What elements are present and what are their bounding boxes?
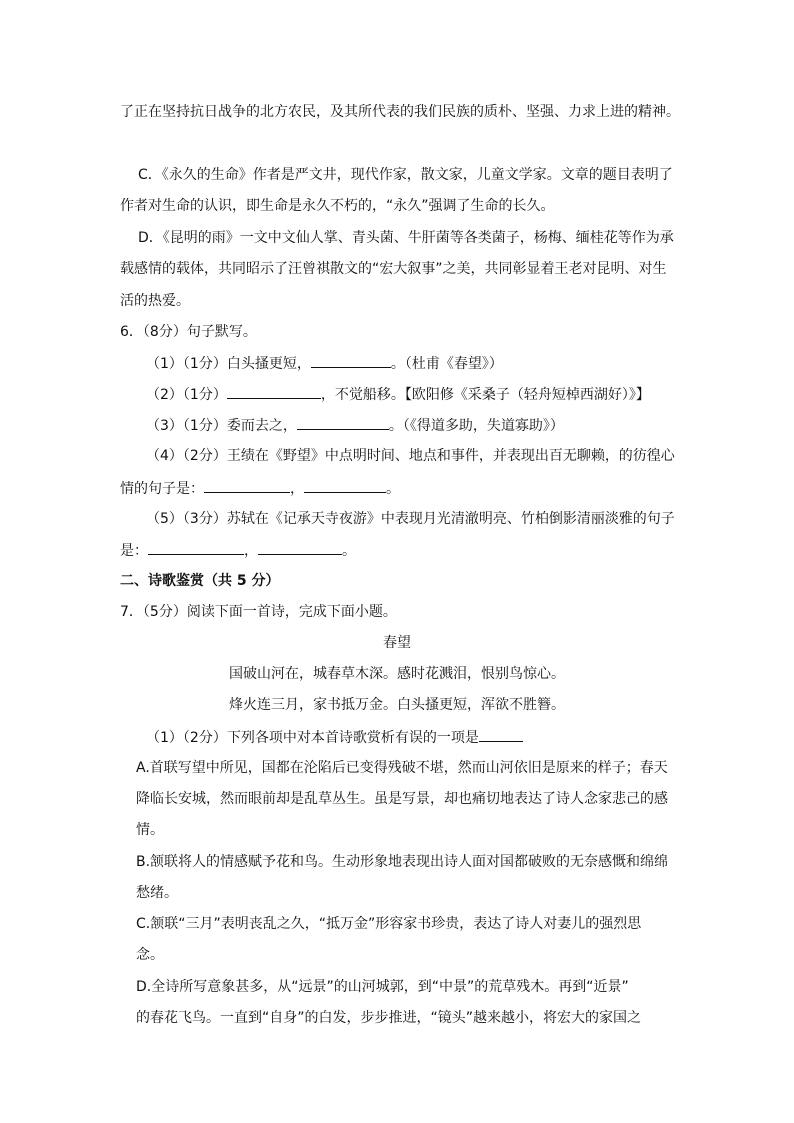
q6-item5-prefix: 是： bbox=[120, 543, 148, 559]
answer-blank[interactable] bbox=[311, 353, 391, 368]
q7-option-b-line1: B.颔联将人的情感赋予花和鸟。生动形象地表现出诗人面对国都破败的无奈感慨和绵绵 bbox=[136, 854, 669, 870]
answer-blank[interactable] bbox=[258, 540, 342, 555]
q7-option-b-line2: 愁绪。 bbox=[136, 885, 178, 901]
answer-blank[interactable] bbox=[304, 478, 386, 493]
answer-blank[interactable] bbox=[227, 384, 321, 399]
q7-option-a-line2: 降临长安城，然而眼前却是乱草丛生。虽是写景，却也痛切地表达了诗人念家悲己的感 bbox=[136, 791, 668, 807]
answer-blank[interactable] bbox=[479, 727, 523, 742]
q6-item5-mid: ， bbox=[244, 543, 258, 559]
q6-item1-suffix: 。（杜甫《春望》） bbox=[390, 356, 503, 372]
q7-sub1 bbox=[146, 727, 523, 748]
q5-option-c-line1: C．《永久的生命》作者是严文井，现代作家，散文家，儿童文学家。文章的题目表明了 bbox=[138, 167, 673, 183]
section-heading-poetry: 二、诗歌鉴赏（共 5 分） bbox=[120, 573, 280, 589]
q5-option-d-line3: 活的热爱。 bbox=[120, 293, 190, 309]
q7-option-a-line3: 情。 bbox=[136, 822, 164, 838]
q7-sub1-text: （1）（2分）下列各项中对本首诗歌赏析有误的一项是 bbox=[146, 730, 479, 746]
q6-item4-mid: ， bbox=[290, 481, 304, 497]
q6-item2 bbox=[146, 384, 650, 405]
q6-item3 bbox=[146, 415, 564, 436]
answer-blank[interactable] bbox=[148, 540, 244, 555]
q5-option-d-line2: 载感情的载体，共同昭示了汪曾祺散文的“宏大叙事”之美，共同彰显着王老对昆明、对生 bbox=[120, 261, 667, 277]
q6-item3-suffix: 。（《得道多助，失道寡助》） bbox=[388, 418, 564, 434]
q6-item4-suffix: 。 bbox=[386, 481, 400, 497]
q6-item4-line1: （4）（2分）王绩在《野望》中点明时间、地点和事件，并表现出百无聊赖，的彷徨心 bbox=[146, 448, 675, 464]
q6-item3-prefix: （3）（1分）委而去之， bbox=[146, 418, 297, 434]
q7-option-c-line2: 念。 bbox=[136, 947, 164, 963]
q6-item4-line2 bbox=[120, 478, 400, 499]
q6-item5-suffix: 。 bbox=[342, 543, 356, 559]
q7-option-c-line1: C.颔联“三月”表明丧乱之久，“抵万金”形容家书珍贵，表达了诗人对妻儿的强烈思 bbox=[136, 916, 642, 932]
q7-option-d-line2: 的春花飞鸟。一直到“自身”的白发，步步推进，“镜头”越来越小，将宏大的家国之 bbox=[136, 1010, 642, 1026]
q5-option-d-line1: D．《昆明的雨》一文中文仙人掌、青头菌、牛肝菌等各类菌子，杨梅、缅桂花等作为承 bbox=[138, 230, 674, 246]
answer-blank[interactable] bbox=[204, 478, 290, 493]
q6-item1-prefix: （1）（1分）白头搔更短， bbox=[146, 356, 311, 372]
poem-line-1: 国破山河在，城春草木深。感时花溅泪，恨别鸟惊心。 bbox=[229, 666, 565, 682]
poem-line-2: 烽火连三月，家书抵万金。白头搔更短，浑欲不胜簪。 bbox=[229, 697, 565, 713]
poem-title: 春望 bbox=[383, 635, 411, 651]
q5-option-c-line2: 作者对生命的认识，即生命是永久不朽的，“永久”强调了生命的长久。 bbox=[120, 198, 555, 214]
q6-item4-prefix: 情的句子是： bbox=[120, 481, 204, 497]
q6-header: 6．（8分）句子默写。 bbox=[120, 324, 257, 340]
q5-option-b-end: 了正在坚持抗日战争的北方农民，及其所代表的我们民族的质朴、坚强、力求上进的精神。 bbox=[120, 104, 680, 120]
q7-header: 7．（5分）阅读下面一首诗，完成下面小题。 bbox=[120, 604, 397, 620]
q6-item1 bbox=[146, 353, 503, 374]
q7-option-d-line1: D.全诗所写意象甚多，从“远景”的山河城郭，到“中景”的荒草残木。再到“近景” bbox=[136, 979, 629, 995]
q7-option-a-line1: A.首联写望中所见，国都在沦陷后已变得残破不堪，然而山河依旧是原来的样子；春天 bbox=[136, 760, 668, 776]
q6-item5-line1: （5）（3分）苏轼在《记承天寺夜游》中表现月光清澈明亮、竹柏倒影清丽淡雅的句子 bbox=[146, 511, 675, 527]
q6-item2-suffix: ，不觉船移。【欧阳修《采桑子（轻舟短棹西湖好）》】 bbox=[320, 387, 650, 403]
answer-blank[interactable] bbox=[297, 415, 389, 430]
q6-item5-line2 bbox=[120, 540, 356, 561]
q6-item2-prefix: （2）（1分） bbox=[146, 387, 227, 403]
